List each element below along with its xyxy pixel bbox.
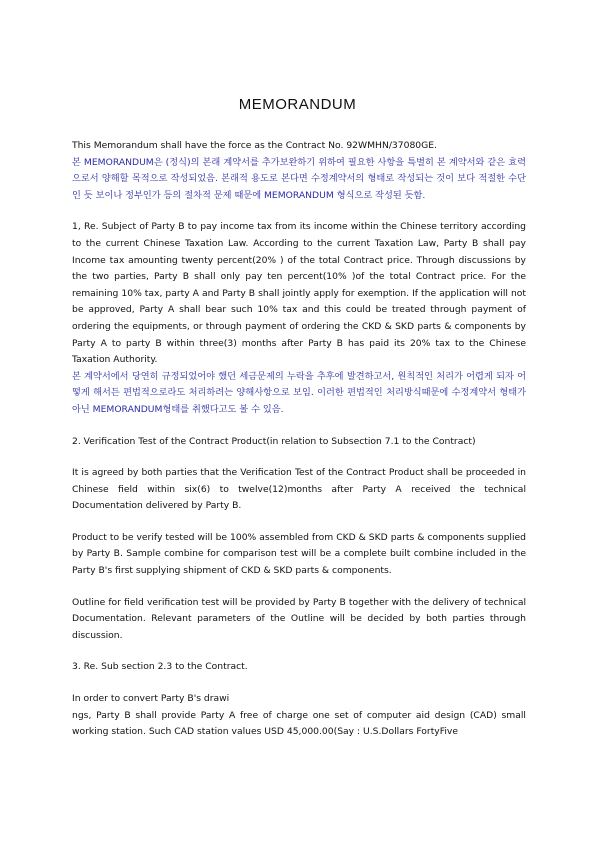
section-1-text: 1, Re. Subject of Party B to pay income tax from its income within the Chinese territory according to the current Chinese Taxation Law. According to the current Taxation Law, Party B shall pay Income tax amounting twenty percent(20% ) of the total Contract price. Through discussions by the two parties, Party B shall only pay ten percent(10% )of the total Contract price. For the remaining 10% tax, party A and Party B shall jointly apply for exemption. If the application will not be approved, Party A shall bear such 10% tax and this could be treated through payment of ordering the equipments, or through payment of ordering the CKD & SKD parts & components by Party A to party B within three(3) months after Party B has paid its 20% tax to the Chinese Taxation Authority. — [72, 221, 526, 366]
section-3-line-2: ngs, Party B shall provide Party A free of charge one set of computer aid design (CAD) small working station. Such CAD station values USD 45,000.00(Say : U.S.Dollars FortyFive — [72, 709, 526, 738]
section-2-paragraph-1: It is agreed by both parties that the Verification Test of the Contract Product shall be proceeded in Chinese field within six(6) to twelve(12)months after Party A received the technical Documentation delivered by Party B. — [72, 467, 526, 512]
section-3-heading: 3. Re. Sub section 2.3 to the Contract. — [72, 661, 248, 673]
section-2-paragraph-2: Product to be verify tested will be 100% assembled from CKD & SKD parts & components supplied by Party B. Sample combine for comparison test will be a complete built combine included in the Party B's first supplying shipment of CKD & SKD parts & components. — [72, 531, 526, 577]
intro-korean-note: 본 MEMORANDUM은 (정식)의 본래 계약서를 추가보완하기 위하여 필요한 사항을 특별히 본 계약서와 같은 효력으로서 양해할 목적으로 작성되었음. 본래적 용도로 본다면 수정계약서의 형태로 작성되는 것이 보다 적절한 수단인 듯 보이나 정부인가 등의 절차적 문제 때문에 MEMORANDUM 형식으로 작성된 듯함. — [72, 156, 526, 201]
section-2-heading: 2. Verification Test of the Contract Product(in relation to Subsection 7.1 to the Contract) — [72, 435, 476, 447]
document-title: MEMORANDUM — [238, 96, 357, 113]
intro-english: This Memorandum shall have the force as the Contract No. 92WMHN/37080GE. — [72, 140, 437, 151]
section-1-korean-note: 본 계약서에서 당연히 규정되었어야 했던 세금문제의 누락을 추후에 발견하고서, 원칙적인 처리가 어렵게 되자 어떻게 해서든 편법적으로라도 처리하려는 양해사항으로 보임. 이러한 편법적인 처리방식때문에 수정계약서 형태가 아닌 MEMORANDUM형태를 취했다고도 볼 수 있음. — [72, 370, 526, 415]
section-2-paragraph-3: Outline for field verification test will be provided by Party B together with the delivery of technical Documentation. Relevant parameters of the Outline will be decided by both parties through discussion. — [72, 596, 526, 641]
document-body — [72, 138, 526, 741]
section-3-line-1: In order to convert Party B's drawi — [72, 693, 230, 705]
